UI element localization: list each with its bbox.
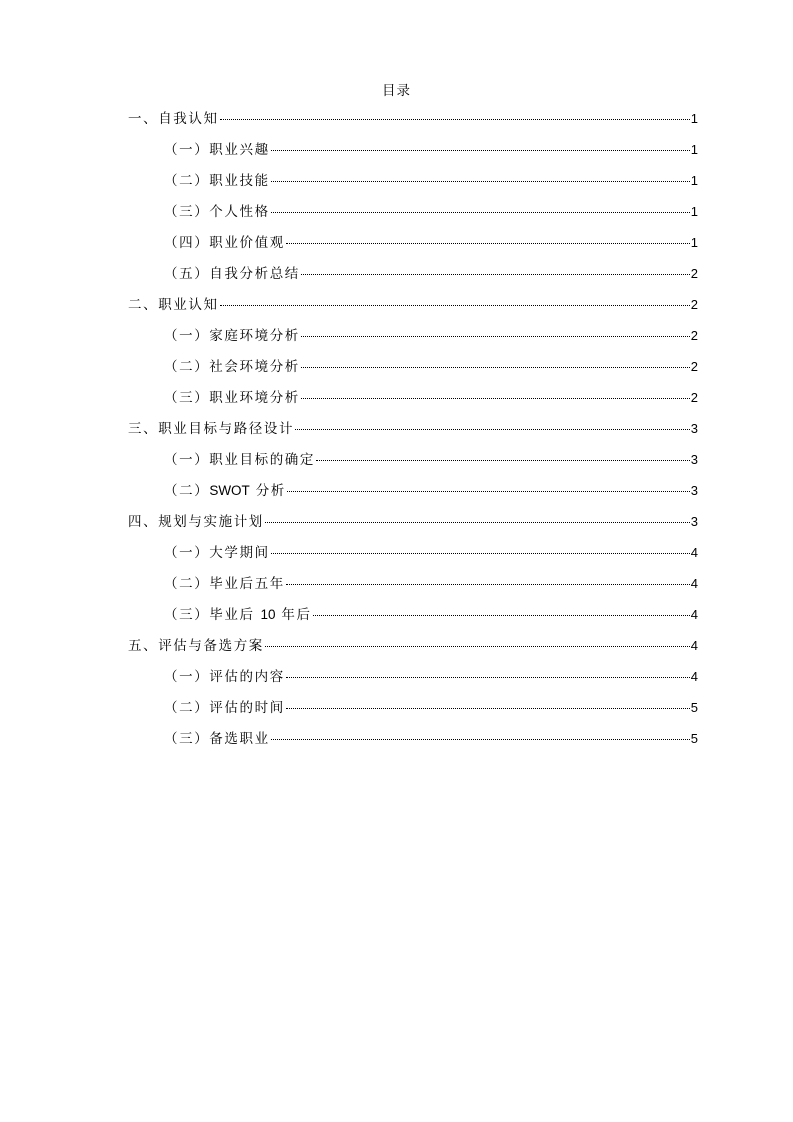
dot-leader — [301, 274, 690, 275]
toc-entry-title: 四、规划与实施计划 — [128, 514, 264, 530]
toc-subsection-entry[interactable] — [128, 171, 698, 202]
toc-subsection-entry[interactable] — [128, 574, 698, 605]
toc-page-number: 2 — [690, 297, 698, 312]
toc-entry-title: （三）毕业后 10 年后 — [164, 607, 312, 623]
toc-page-number: 4 — [690, 576, 698, 591]
dot-leader — [271, 739, 690, 740]
toc-subsection-entry[interactable] — [128, 543, 698, 574]
dot-leader — [301, 398, 690, 399]
dot-leader — [316, 460, 690, 461]
toc-page-number: 2 — [690, 390, 698, 405]
toc-subsection-entry[interactable] — [128, 667, 698, 698]
dot-leader — [286, 708, 690, 709]
dot-leader — [301, 367, 690, 368]
toc-subsection-entry[interactable] — [128, 357, 698, 388]
dot-leader — [287, 491, 690, 492]
toc-entry-title: 三、职业目标与路径设计 — [128, 421, 295, 437]
toc-page-number: 4 — [690, 607, 698, 622]
toc-entry-title: （三）职业环境分析 — [164, 390, 300, 406]
dot-leader — [271, 553, 690, 554]
dot-leader — [271, 212, 690, 213]
toc-page-number: 3 — [690, 514, 698, 529]
toc-page-number: 4 — [690, 669, 698, 684]
toc-entry-title: （四）职业价值观 — [164, 235, 285, 251]
toc-page-number: 3 — [690, 421, 698, 436]
toc-section-entry[interactable] — [128, 109, 698, 140]
toc-entry-title: （二）SWOT 分析 — [164, 483, 286, 499]
toc-entry-title: （二）社会环境分析 — [164, 359, 300, 375]
toc-entry-title: 一、自我认知 — [128, 111, 219, 127]
toc-entry-title: （二）职业技能 — [164, 173, 270, 189]
toc-page-number: 3 — [690, 483, 698, 498]
toc-entry-title: 二、职业认知 — [128, 297, 219, 313]
dot-leader — [286, 584, 690, 585]
toc-subsection-entry[interactable] — [128, 605, 698, 636]
toc-subsection-entry[interactable] — [128, 140, 698, 171]
dot-leader — [301, 336, 690, 337]
toc-page-number: 1 — [690, 142, 698, 157]
toc-page-number: 1 — [690, 235, 698, 250]
toc-title: 目录 — [382, 83, 411, 99]
toc-entry-title: （三）个人性格 — [164, 204, 270, 220]
toc-page-number: 1 — [690, 173, 698, 188]
toc-page-number: 1 — [690, 111, 698, 126]
dot-leader — [271, 181, 690, 182]
dot-leader — [220, 305, 690, 306]
toc-entry-title: （一）职业兴趣 — [164, 142, 270, 158]
dot-leader — [313, 615, 690, 616]
toc-subsection-entry[interactable] — [128, 698, 698, 729]
dot-leader — [220, 119, 690, 120]
toc-entry-title: （一）职业目标的确定 — [164, 452, 315, 468]
toc-subsection-entry[interactable] — [128, 729, 698, 760]
toc-entry-title: （一）评估的内容 — [164, 669, 285, 685]
toc-page-number: 1 — [690, 204, 698, 219]
toc-subsection-entry[interactable] — [128, 233, 698, 264]
toc-page-number: 3 — [690, 452, 698, 467]
toc-section-entry[interactable] — [128, 636, 698, 667]
toc-entry-title: （二）评估的时间 — [164, 700, 285, 716]
toc-subsection-entry[interactable] — [128, 264, 698, 295]
toc-page-number: 4 — [690, 638, 698, 653]
toc-page-number: 2 — [690, 359, 698, 374]
toc-section-entry[interactable] — [128, 419, 698, 450]
dot-leader — [295, 429, 690, 430]
dot-leader — [265, 522, 690, 523]
dot-leader — [265, 646, 690, 647]
toc-subsection-entry[interactable] — [128, 450, 698, 481]
toc-page-number: 5 — [690, 700, 698, 715]
toc-subsection-entry[interactable] — [128, 388, 698, 419]
toc-entry-title: （一）大学期间 — [164, 545, 270, 561]
toc-entry-title: （三）备选职业 — [164, 731, 270, 747]
toc-page-number: 5 — [690, 731, 698, 746]
table-of-contents — [128, 109, 698, 760]
dot-leader — [286, 677, 690, 678]
toc-section-entry[interactable] — [128, 512, 698, 543]
toc-entry-title: （一）家庭环境分析 — [164, 328, 300, 344]
toc-entry-title: （五）自我分析总结 — [164, 266, 300, 282]
toc-entry-title: （二）毕业后五年 — [164, 576, 285, 592]
toc-subsection-entry[interactable] — [128, 481, 698, 512]
toc-subsection-entry[interactable] — [128, 326, 698, 357]
toc-page-number: 2 — [690, 328, 698, 343]
toc-page-number: 4 — [690, 545, 698, 560]
dot-leader — [271, 150, 690, 151]
dot-leader — [286, 243, 690, 244]
toc-page-number: 2 — [690, 266, 698, 281]
toc-entry-title: 五、评估与备选方案 — [128, 638, 264, 654]
toc-section-entry[interactable] — [128, 295, 698, 326]
toc-subsection-entry[interactable] — [128, 202, 698, 233]
